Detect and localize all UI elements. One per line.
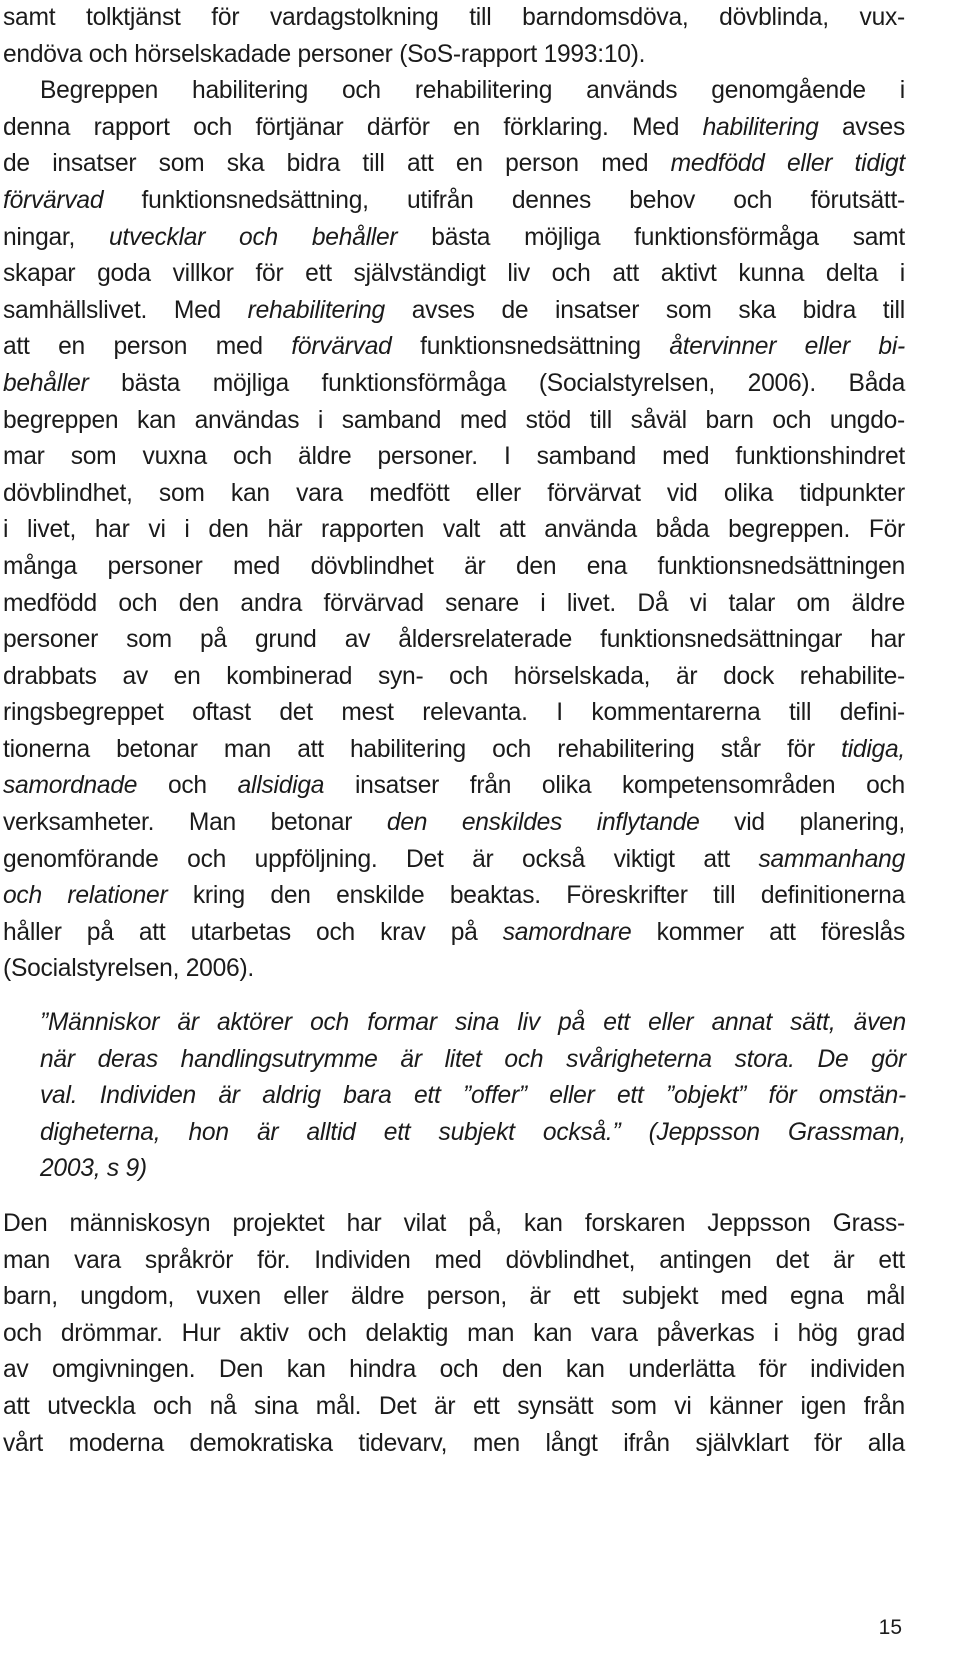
italic-text: val. Individen är aldrig bara ett ”offer” eller ett ”objekt” för omstän- [40, 1082, 906, 1110]
text-line [40, 1078, 906, 1115]
text-run: vårt moderna demokratiska tidevarv, men långt ifrån självklart för alla [3, 1429, 905, 1457]
text-line [3, 73, 905, 110]
text-run: funktionsnedsättning [391, 333, 670, 361]
text-line [3, 329, 905, 366]
text-line [3, 659, 905, 696]
text-line [3, 439, 905, 476]
italic-text: utvecklar och behåller [109, 223, 398, 251]
text-line [40, 1005, 906, 1042]
italic-text: habilitering [702, 113, 819, 141]
page-number: 15 [878, 1616, 902, 1639]
text-run: avses [818, 113, 905, 141]
text-run: i livet, har vi i den här rapporten valt att använda båda begreppen. För [3, 516, 905, 544]
text-run: vid planering, [699, 809, 905, 837]
text-run: Begreppen habilitering och rehabilitering används genomgående i [40, 77, 905, 105]
text-line [3, 1206, 905, 1243]
text-run: ningar, [3, 223, 109, 251]
text-run: Den människosyn projektet har vilat på, kan forskaren Jeppsson Grass- [3, 1210, 905, 1237]
text-line [3, 951, 905, 988]
text-run: begreppen kan användas i samband med stöd till såväl barn och ungdo- [3, 406, 905, 434]
text-run: håller på att utarbetas och krav på [3, 918, 503, 946]
text-line [3, 915, 905, 952]
text-run: bästa möjliga funktionsförmåga samt [397, 223, 905, 251]
italic-text: samordnare [502, 918, 632, 946]
text-line [3, 1243, 905, 1280]
text-run: insatser från olika kompetensområden och [324, 772, 905, 800]
italic-text: 2003, s 9) [40, 1155, 147, 1183]
text-line [3, 220, 905, 257]
text-run: personer som på grund av åldersrelaterade funktionsnedsättningar har [3, 626, 905, 654]
text-line [40, 1151, 906, 1188]
text-run: kring den enskilde beaktas. Föreskrifter till definitionerna [167, 882, 905, 910]
text-run: att en person med [3, 333, 292, 361]
italic-text: förvärvad [3, 186, 104, 214]
text-run: barn, ungdom, vuxen eller äldre person, är ett subjekt med egna mål [3, 1283, 905, 1311]
italic-text: allsidiga [237, 772, 325, 800]
text-run: och [137, 772, 238, 800]
text-line [3, 110, 905, 147]
text-line [3, 0, 905, 37]
text-run: av omgivningen. Den kan hindra och den kan underlätta för individen [3, 1356, 905, 1384]
text-run: samt tolktjänst för vardagstolkning till barndomsdöva, dövblinda, vux- [3, 4, 905, 31]
body-paragraph [3, 0, 905, 988]
body-paragraph [3, 1206, 905, 1462]
text-line [3, 549, 905, 586]
text-line [3, 293, 905, 330]
text-line [3, 695, 905, 732]
text-line [3, 1426, 905, 1463]
italic-text: rehabilitering [247, 296, 385, 324]
text-run: genomförande och uppföljning. Det är också viktigt att [3, 845, 759, 873]
text-run: och drömmar. Hur aktiv och delaktig man kan vara påverkas i hög grad [3, 1319, 905, 1347]
text-run: de insatser som ska bidra till att en person med [3, 150, 671, 178]
text-line [3, 1316, 905, 1353]
text-line [3, 476, 905, 513]
text-line [3, 256, 905, 293]
text-run: avses de insatser som ska bidra till [385, 296, 905, 324]
italic-text: sammanhang [758, 845, 905, 873]
text-run: att utveckla och nå sina mål. Det är ett synsätt som vi känner igen från [3, 1392, 905, 1420]
text-run: (Socialstyrelsen, 2006). [3, 955, 254, 983]
text-line [3, 512, 905, 549]
italic-text: digheterna, hon är alltid ett subjekt också.” (Jeppsson Grassman, [40, 1118, 906, 1146]
text-run: verksamheter. Man betonar [3, 809, 387, 837]
block-quote [40, 1005, 906, 1188]
text-run: bästa möjliga funktionsförmåga (Socialstyrelsen, 2006). Båda [88, 369, 905, 397]
italic-text: den enskildes inflytande [386, 809, 700, 837]
italic-text: medfödd eller tidigt [670, 150, 905, 178]
italic-text: och relationer [3, 882, 168, 910]
text-line [3, 768, 905, 805]
text-line [3, 37, 905, 74]
text-line [40, 1115, 906, 1152]
text-run: tionerna betonar man att habilitering och rehabilitering står för [3, 735, 842, 763]
text-line [3, 1279, 905, 1316]
text-run: många personer med dövblindhet är den ena funktionsnedsättningen [3, 552, 905, 580]
text-run: samhällslivet. Med [3, 296, 248, 324]
italic-text: förvärvad [291, 333, 392, 361]
text-line [3, 586, 905, 623]
italic-text: när deras handlingsutrymme är litet och svårigheterna stora. De gör [40, 1045, 906, 1073]
text-run: kommer att föreslås [631, 918, 905, 946]
text-run: endöva och hörselskadade personer (SoS-rapport 1993:10). [3, 40, 646, 68]
text-line [3, 146, 905, 183]
text-line [3, 366, 905, 403]
text-line [3, 403, 905, 440]
italic-text: tidiga, [841, 735, 905, 763]
italic-text: behåller [3, 369, 89, 397]
text-run: funktionsnedsättning, utifrån dennes behov och förutsätt- [103, 186, 905, 214]
text-line [3, 1389, 905, 1426]
italic-text: återvinner eller bi- [669, 333, 905, 361]
text-line [3, 842, 905, 879]
text-line [3, 1352, 905, 1389]
text-run: dövblindhet, som kan vara medfött eller förvärvat vid olika tidpunkter [3, 479, 905, 507]
text-line [3, 732, 905, 769]
text-run: skapar goda villkor för ett självständigt liv och att aktivt kunna delta i [3, 260, 905, 288]
text-run: ringsbegreppet oftast det mest relevanta. I kommentarerna till defini- [3, 699, 905, 727]
text-line [3, 878, 905, 915]
text-run: man vara språkrör för. Individen med dövblindhet, antingen det är ett [3, 1246, 905, 1274]
text-line [3, 622, 905, 659]
text-run: medfödd och den andra förvärvad senare i livet. Då vi talar om äldre [3, 589, 905, 617]
text-run: denna rapport och förtjänar därför en förklaring. Med [3, 113, 703, 141]
text-run: mar som vuxna och äldre personer. I samband med funktionshindret [3, 443, 905, 471]
text-line [40, 1042, 906, 1079]
italic-text: ”Människor är aktörer och formar sina liv på ett eller annat sätt, även [40, 1009, 906, 1036]
text-run: drabbats av en kombinerad syn- och hörselskada, är dock rehabilite- [3, 662, 905, 690]
text-line [3, 805, 905, 842]
italic-text: samordnade [3, 772, 138, 800]
text-line [3, 183, 905, 220]
